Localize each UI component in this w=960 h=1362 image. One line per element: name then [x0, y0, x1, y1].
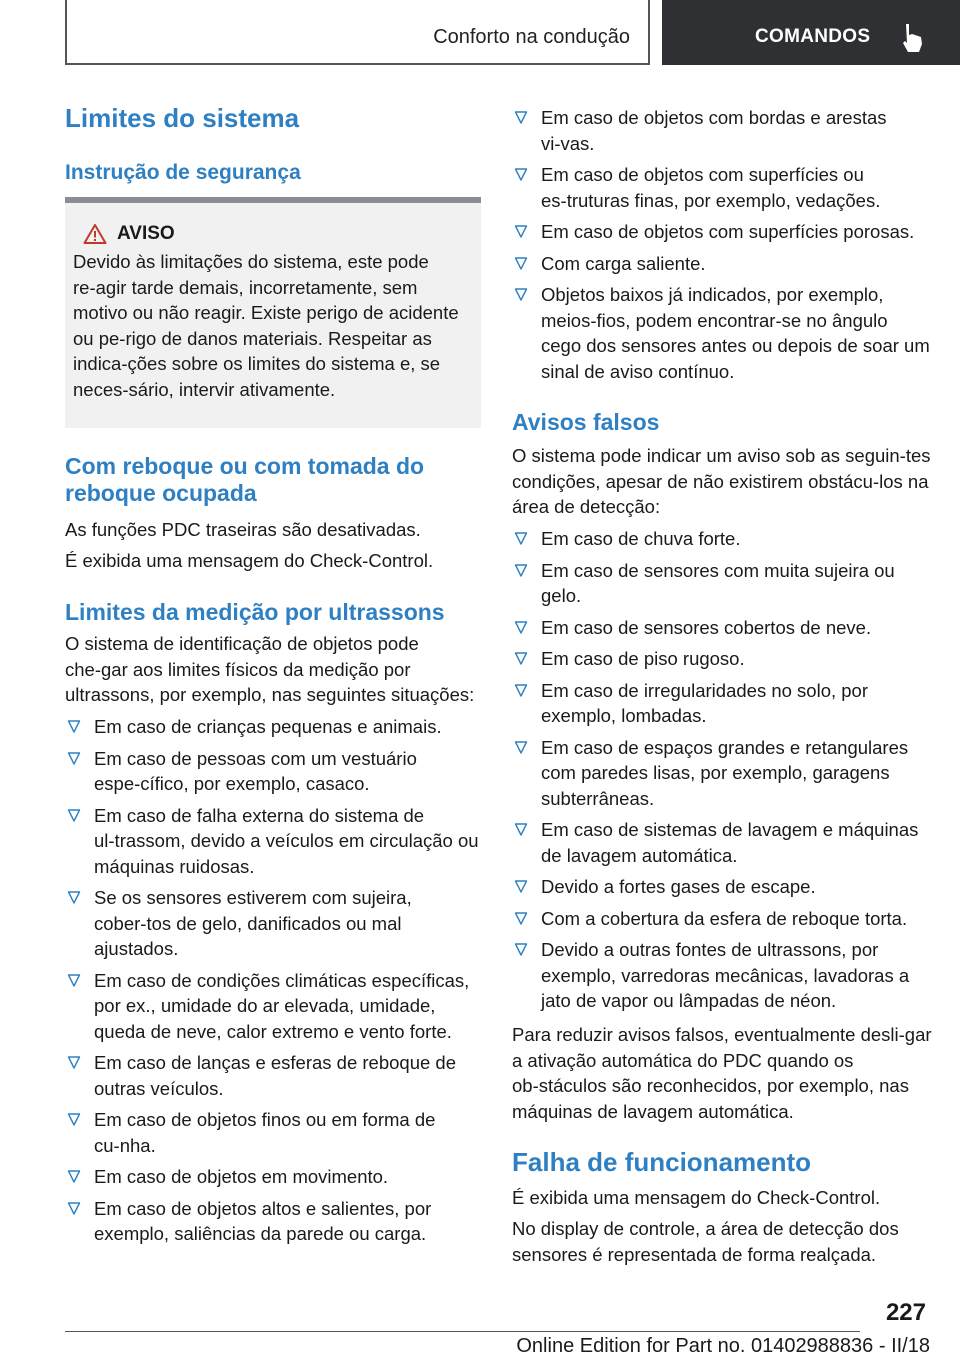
list-item [512, 906, 932, 932]
bullet-triangle-icon [514, 562, 528, 578]
heading-false-alarms: Avisos falsos [512, 409, 660, 435]
list-item-text: Devido a outras fontes de ultrassons, por exemplo, varredoras mecânicas, lavadoras a jato de vapor ou lâmpadas de néon. [541, 939, 910, 1011]
list-item [512, 646, 932, 672]
list-item-text: Em caso de espaços grandes e retangulares com paredes lisas, por exemplo, garagens subterrâneas. [541, 736, 909, 809]
list-item [512, 526, 932, 552]
false-alarms-list [512, 526, 932, 1020]
bullet-triangle-icon [67, 807, 81, 823]
list-item-text: Devido a fortes gases de escape. [541, 876, 816, 897]
list-item-text: Em caso de piso rugoso. [541, 648, 745, 669]
list-item [65, 885, 481, 962]
bullet-triangle-icon [514, 166, 528, 182]
list-item [65, 746, 481, 797]
list-item-text: Se os sensores estiverem com sujeira, cober‑tos de gelo, danificados ou mal ajustados. [94, 887, 412, 959]
bullet-triangle-icon [514, 910, 528, 926]
list-item-text: Com carga saliente. [541, 252, 706, 274]
bullet-triangle-icon [514, 739, 528, 755]
list-item-text: Em caso de crianças pequenas e animais. [94, 716, 442, 737]
heading-safety: Instrução de segurança [65, 161, 301, 184]
false-alarms-outro: Para reduzir avisos falsos, eventualmente desli‑gar a ativação automática do PDC quando os ob‑stáculos são reconhecidos, por exemplo, nas máquinas de lavagem automática. [512, 1024, 932, 1122]
list-item-text: Objetos baixos já indicados, por exemplo, meios-fios, podem encontrar-se no ângulo cego dos sensores antes ou depois de soar um sinal de aviso contínuo. [541, 284, 930, 382]
list-item-text: Em caso de objetos com superfícies ou es‑truturas finas, por exemplo, vedações. [541, 164, 881, 211]
list-item [512, 219, 932, 245]
list-item [512, 735, 932, 812]
list-item-text: Em caso de objetos com bordas e arestas vi‑vas. [541, 107, 887, 154]
list-item [65, 1050, 481, 1101]
warning-title [83, 223, 473, 245]
bullet-triangle-icon [514, 821, 528, 837]
list-item [512, 817, 932, 868]
list-item-text: Em caso de falha externa do sistema de ul‑trassom, devido a veículos em circulação ou máquinas ruidosas. [94, 804, 479, 877]
bullet-triangle-icon [67, 750, 81, 766]
towing-paragraph-2: É exibida uma mensagem do Check-Control. [65, 550, 434, 571]
bullet-triangle-icon [514, 619, 528, 635]
pointing-hand-icon [900, 22, 926, 54]
list-item-text: Em caso de sistemas de lavagem e máquinas de lavagem automática. [541, 819, 919, 866]
list-item [65, 1164, 481, 1190]
bullet-triangle-icon [514, 255, 528, 271]
list-item-text: Em caso de lanças e esferas de reboque de outras veículos. [94, 1052, 457, 1099]
bullet-triangle-icon [514, 530, 528, 546]
list-item [512, 874, 932, 900]
bullet-triangle-icon [67, 1111, 81, 1127]
bullet-triangle-icon [67, 1200, 81, 1216]
bullet-triangle-icon [514, 286, 528, 302]
list-item [512, 558, 932, 609]
bullet-triangle-icon [67, 972, 81, 988]
warning-text: Devido às limitações do sistema, este pode re‑agir tarde demais, incorretamente, sem motivo ou não reagir. Existe perigo de acidente ou pe‑rigo de danos materiais. Respeitar as indica‑ções sobre os limites do sistema e, se neces‑sário, intervir ativamente. [73, 251, 459, 400]
list-item [65, 968, 481, 1045]
warning-label: AVISO [117, 223, 175, 244]
chapter-title: COMANDOS [755, 26, 871, 47]
warning-triangle-icon [83, 223, 107, 245]
list-item-text: Em caso de objetos em movimento. [94, 1166, 389, 1187]
list-item-text: Em caso de chuva forte. [541, 528, 741, 549]
list-item-text: Em caso de sensores com muita sujeira ou gelo. [541, 559, 895, 606]
bullet-triangle-icon [514, 941, 528, 957]
heading-towing: Com reboque ou com tomada do reboque ocupada [65, 453, 425, 506]
ultrasound-intro: O sistema de identificação de objetos pode che‑gar aos limites físicos da medição por ultrassons, por exemplo, nas seguintes situações: [65, 633, 475, 705]
malfunction-paragraph-2: No display de controle, a área de detecção dos sensores é representada de forma realçada. [512, 1218, 899, 1265]
bullet-triangle-icon [67, 889, 81, 905]
list-item-text: Em caso de condições climáticas específicas, por ex., umidade do ar elevada, umidade, queda de neve, calor extremo e vento forte. [94, 969, 470, 1042]
malfunction-paragraph-1: É exibida uma mensagem do Check-Control. [512, 1187, 881, 1208]
page-header [65, 0, 960, 65]
bullet-triangle-icon [514, 878, 528, 894]
list-item [512, 678, 932, 729]
bullet-triangle-icon [514, 223, 528, 239]
list-item [65, 714, 481, 740]
bullet-triangle-icon [514, 682, 528, 698]
footer-divider [65, 1331, 860, 1332]
list-item-text: Em caso de objetos com superfícies porosas. [541, 221, 915, 242]
object-conditions-list [512, 105, 932, 390]
bullet-triangle-icon [67, 718, 81, 734]
list-item [512, 282, 932, 384]
heading-system-limits: Limites do sistema [65, 103, 300, 133]
list-item [65, 1196, 481, 1247]
list-item [512, 937, 932, 1014]
list-item [65, 1107, 481, 1158]
list-item-text: Em caso de irregularidades no solo, por exemplo, lombadas. [541, 679, 869, 726]
section-title: Conforto na condução [433, 26, 630, 48]
list-item-text: Em caso de objetos finos ou em forma de cu‑nha. [94, 1109, 436, 1156]
edition-note: Online Edition for Part no. 01402988836 - II/18 [516, 1335, 930, 1357]
list-item [512, 251, 932, 277]
bullet-triangle-icon [514, 109, 528, 125]
list-item [512, 105, 932, 156]
list-item-text: Em caso de sensores cobertos de neve. [541, 616, 872, 638]
page-number: 227 [885, 1299, 926, 1326]
heading-ultrasound: Limites da medição por ultrassons [65, 599, 445, 625]
bullet-triangle-icon [67, 1054, 81, 1070]
towing-paragraph-1: As funções PDC traseiras são desativadas. [65, 519, 421, 540]
chapter-tab [662, 0, 960, 65]
list-item [65, 803, 481, 880]
list-item-text: Em caso de objetos altos e salientes, por exemplo, saliências da parede ou carga. [94, 1197, 432, 1244]
section-tab [65, 0, 650, 65]
list-item-text: Em caso de pessoas com um vestuário espe‑cífico, por exemplo, casaco. [94, 747, 417, 794]
bullet-triangle-icon [514, 650, 528, 666]
list-item-text: Com a cobertura da esfera de reboque torta. [541, 907, 908, 929]
list-item [512, 162, 932, 213]
false-alarms-intro: O sistema pode indicar um aviso sob as seguin‑tes condições, apesar de não existirem obstácu‑los na área de detecção: [512, 445, 931, 517]
ultrasound-list [65, 714, 481, 1253]
bullet-triangle-icon [67, 1168, 81, 1184]
warning-box [65, 197, 481, 428]
list-item [512, 615, 932, 641]
heading-malfunction: Falha de funcionamento [512, 1147, 812, 1177]
